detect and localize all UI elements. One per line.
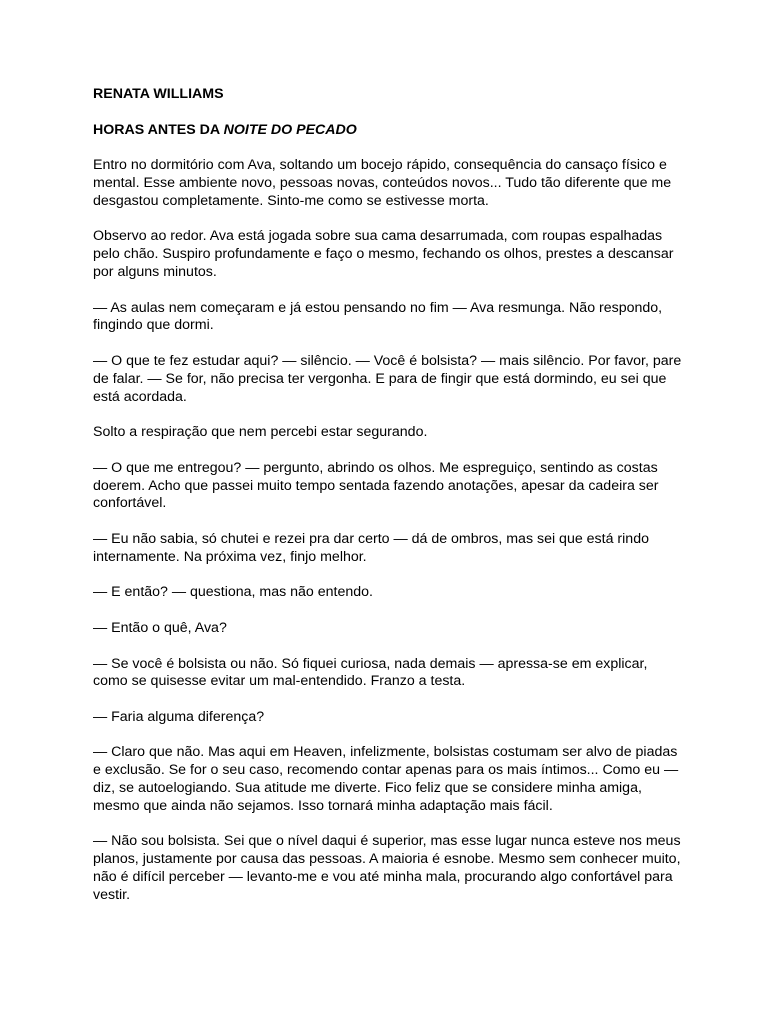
chapter-title-italic: NOITE DO PECADO [223, 121, 357, 138]
paragraph: — Claro que não. Mas aqui em Heaven, infelizmente, bolsistas costumam ser alvo de piadas e exclusão. Se for o seu caso, recomendo contar apenas para os mais íntimos... Como eu — diz, se autoelogiando. Sua atitude me diverte. Fico feliz que se considere minha amiga, mesmo que ainda não sejamos. Isso tornará minha adaptação mais fácil. [93, 744, 679, 814]
paragraph: — Eu não sabia, só chutei e rezei pra dar certo — dá de ombros, mas sei que está rindo internamente. Na próxima vez, finjo melhor. [93, 530, 649, 565]
paragraph: Entro no dormitório com Ava, soltando um bocejo rápido, consequência do cansaço físico e mental. Esse ambiente novo, pessoas novas, conteúdos novos... Tudo tão diferente que me desgastou completamente. Sinto-me como se estivesse morta. [93, 157, 672, 209]
paragraph: — E então? — questiona, mas não entendo. [93, 584, 373, 601]
author-name: RENATA WILLIAMS [93, 86, 224, 102]
paragraph: — Não sou bolsista. Sei que o nível daqui é superior, mas esse lugar nunca esteve nos meus planos, justamente por causa das pessoas. A maioria é esnobe. Mesmo sem conhecer muito, não é difícil perceber — levanto-me e vou até minha mala, procurando algo confortável para vestir. [93, 833, 681, 903]
paragraph: — Então o quê, Ava? [93, 619, 227, 636]
chapter-title [93, 122, 683, 140]
paragraph: — Faria alguma diferença? [93, 708, 265, 725]
paragraph: Observo ao redor. Ava está jogada sobre sua cama desarrumada, com roupas espalhadas pelo chão. Suspiro profundamente e faço o mesmo, fechando os olhos, prestes a descansar por alguns minutos. [93, 228, 674, 280]
paragraph: Solto a respiração que nem percebi estar segurando. [93, 424, 428, 441]
paragraph: — O que me entregou? — pergunto, abrindo os olhos. Me espreguiço, sentindo as costas doerem. Acho que passei muito tempo sentada fazendo anotações, apesar da cadeira ser confortável. [93, 459, 659, 512]
chapter-title-prefix: HORAS ANTES DA [93, 121, 224, 138]
paragraph: — As aulas nem começaram e já estou pensando no fim — Ava resmunga. Não respondo, fingindo que dormi. [93, 299, 663, 334]
document-page [93, 86, 683, 922]
paragraph: — O que te fez estudar aqui? — silêncio. — Você é bolsista? — mais silêncio. Por favor, pare de falar. — Se for, não precisa ter vergonha. E para de fingir que está dormindo, eu sei que está acordada. [93, 352, 682, 405]
paragraph: — Se você é bolsista ou não. Só fiquei curiosa, nada demais — apressa-se em explicar, como se quisesse evitar um mal-entendido. Franzo a testa. [93, 655, 648, 690]
